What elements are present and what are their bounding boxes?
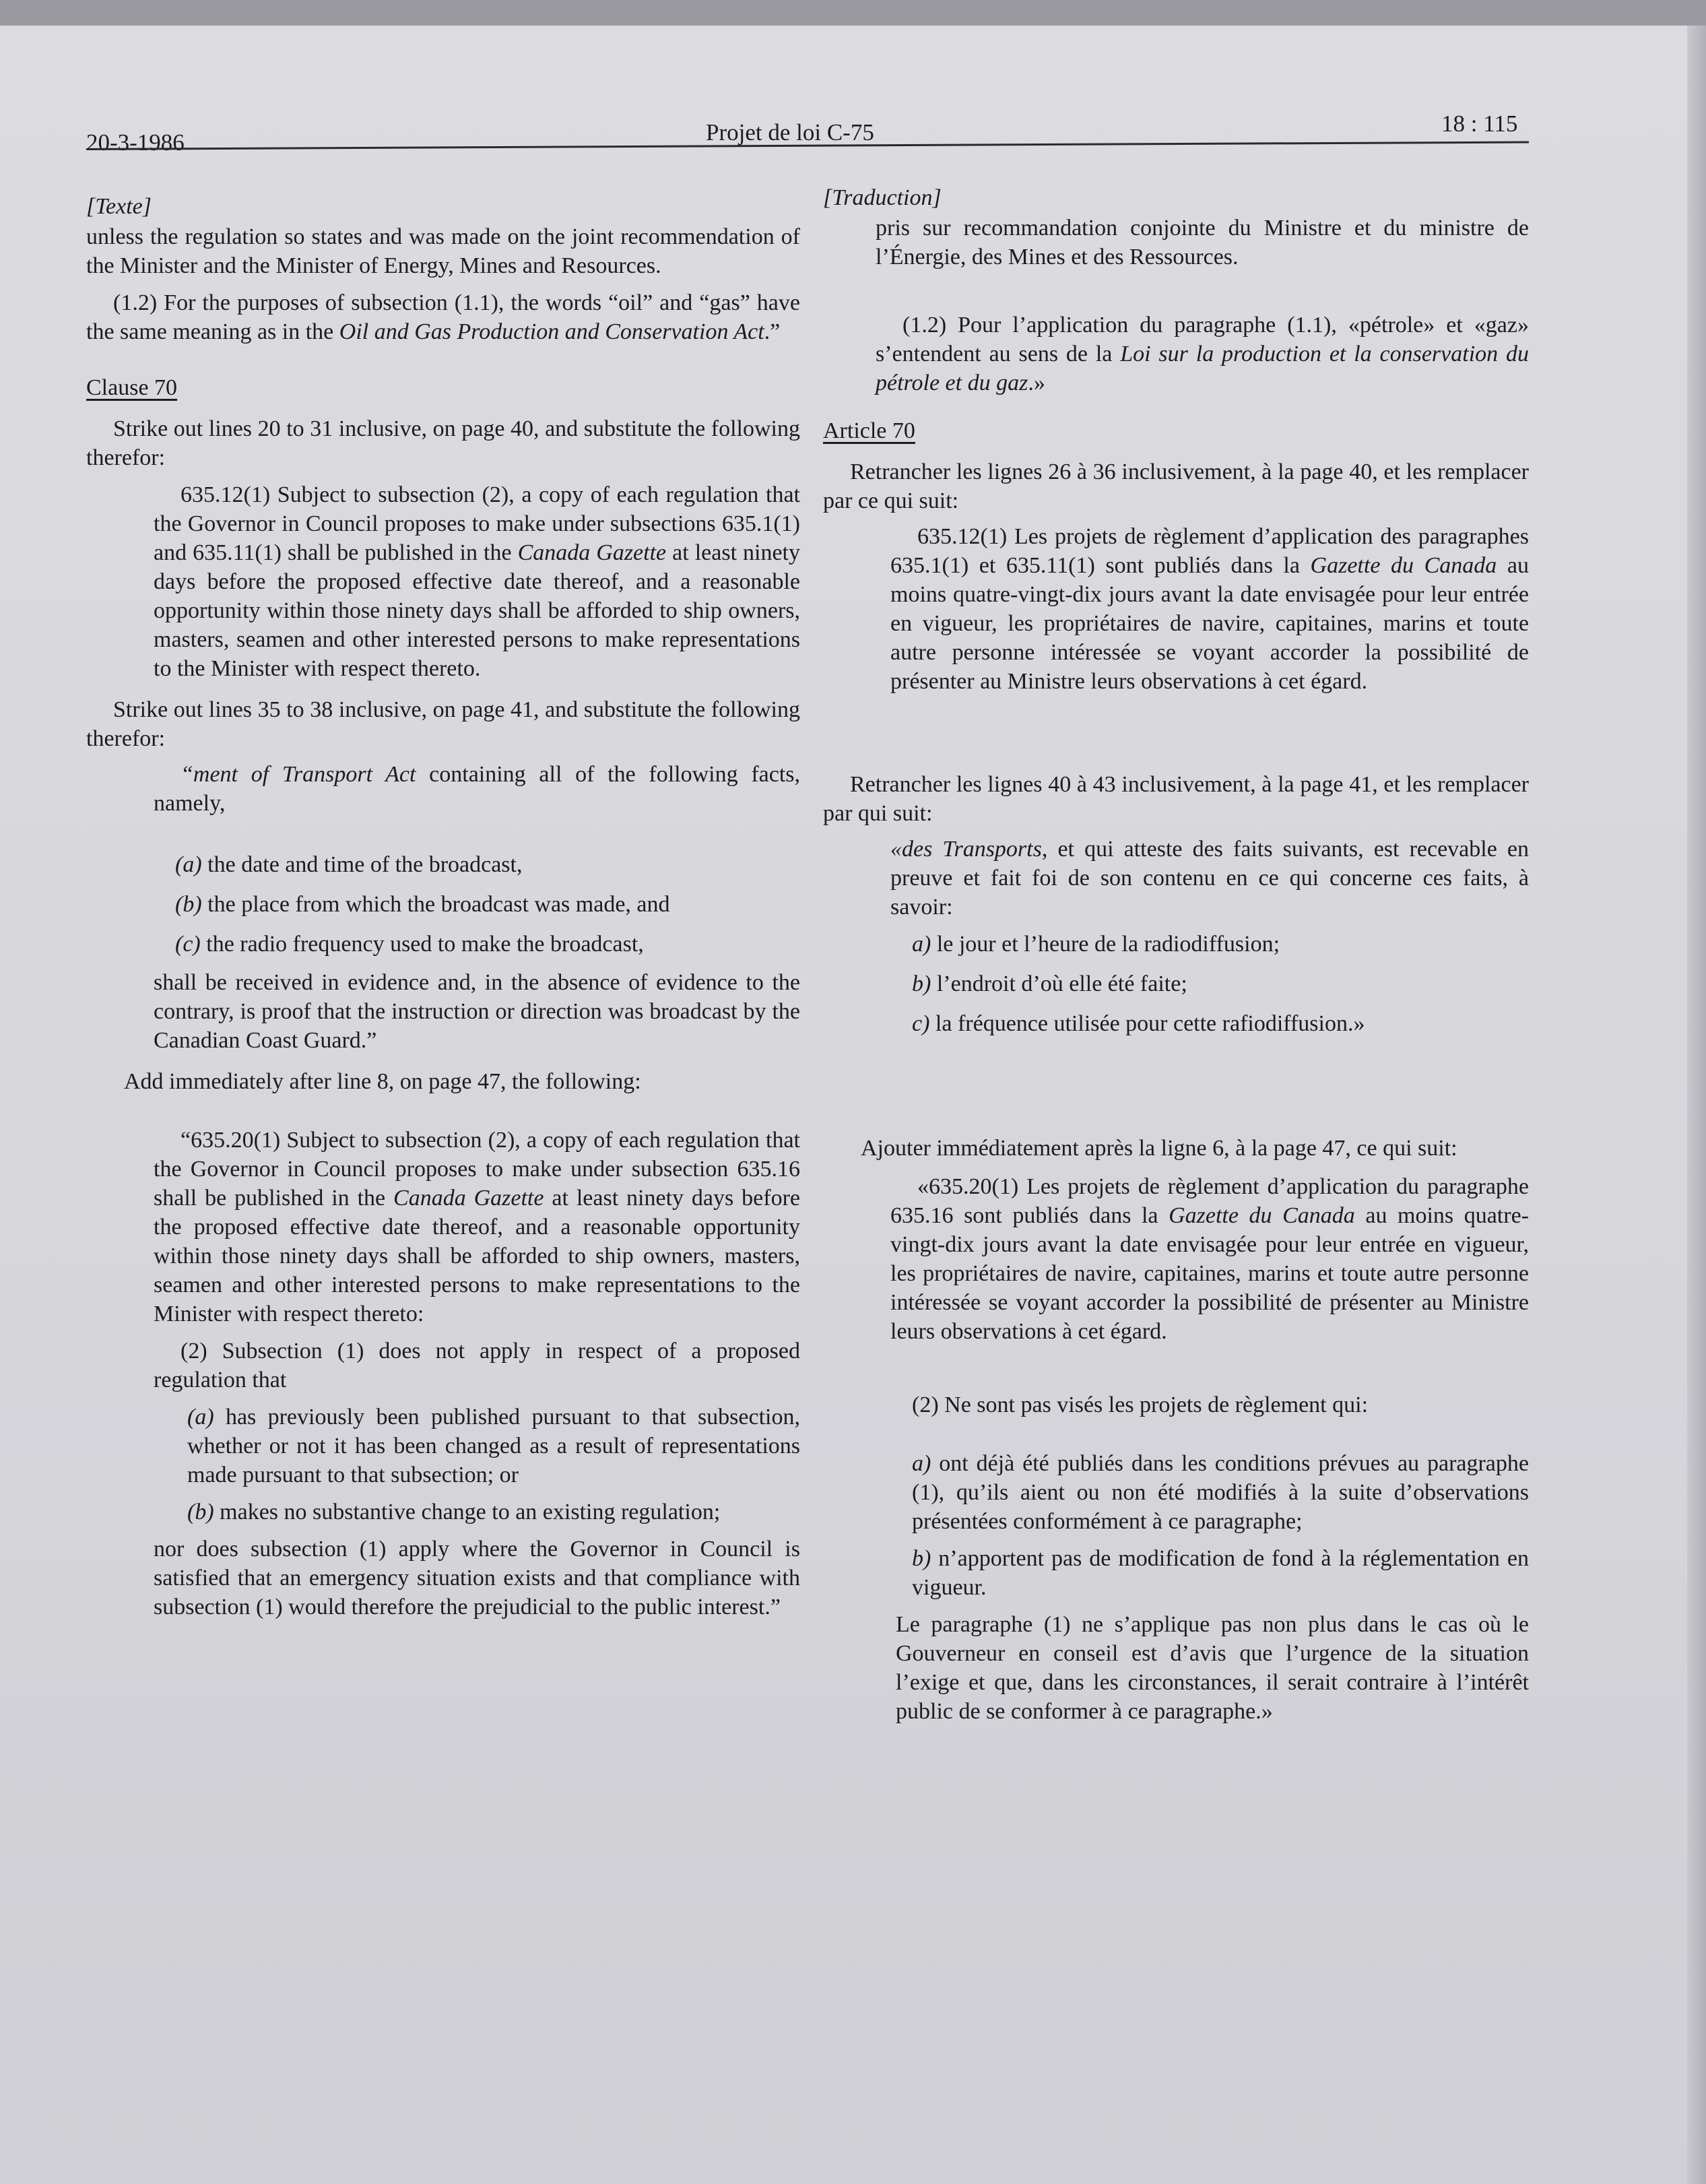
subsection-2-a: (a) has previously been published pursuant to that subsection, whether or not it has been changed as a result of representations made pursuant to that subsection; or <box>187 1405 800 1487</box>
shall-be-received: shall be received in evidence and, in the absence of evidence to the contrary, is proof that the instruction or direction was broadcast by the Canadian Coast Guard.” <box>154 970 800 1053</box>
header-page-number: 18 : 115 <box>1441 110 1518 137</box>
alinea-a: a) le jour et l’heure de la radiodiffusion; <box>912 932 1280 957</box>
ment-of-transport-act: “ment of Transport Act containing all of the following facts, namely, <box>154 762 800 816</box>
paragraphe-pris: pris sur recommandation conjointe du Ministre et du ministre de l’Énergie, des Mines et des Ressources. <box>876 216 1529 269</box>
french-column <box>823 183 1529 1726</box>
paragraphe-2: (2) Ne sont pas visés les projets de règlement qui: <box>912 1392 1369 1417</box>
paragraphe-2-b: b) n’apportent pas de modification de fond à la réglementation en vigueur. <box>912 1546 1529 1600</box>
retrancher-instruction-1: Retrancher les lignes 26 à 36 inclusivement, à la page 40, et les remplacer par ce qui suit: <box>823 459 1529 513</box>
des-transports: «des Transports, et qui atteste des faits suivants, est recevable en preuve et fait foi de son contenu en ce qui concerne ces faits, à savoir: <box>890 837 1529 920</box>
add-instruction: Add immediately after line 8, on page 47, the following: <box>124 1069 641 1094</box>
article-70-heading: Article 70 <box>823 418 915 443</box>
article-635-20: «635.20(1) Les projets de règlement d’application du paragraphe 635.16 sont publiés dans la Gazette du Canada au moins quatre-vingt-dix jours avant la date envisagée pour leur entrée en vigueur, les propriétaires de navire, capitaines, marins et toute autre personne intéressée se voyant accorder la possibilité de présenter au Ministre leurs observations à cet égard. <box>890 1174 1529 1344</box>
section-635-20: “635.20(1) Subject to subsection (2), a copy of each regulation that the Governor in Council proposes to make under subsection 635.16 shall be published in the Canada Gazette at least ninety days before the proposed effective date thereof, and a reasonable opportunity within those ninety days shall be afforded to ship owners, masters, seamen and other interested persons to make representations to the Minister with respect thereto: <box>154 1128 800 1326</box>
retrancher-instruction-2: Retrancher les lignes 40 à 43 inclusivement, à la page 41, et les remplacer par qui suit: <box>823 772 1529 826</box>
header-date: 20-3-1986 <box>86 129 185 156</box>
clause-70-heading: Clause 70 <box>86 375 178 400</box>
header-title: Projet de loi C-75 <box>706 119 874 146</box>
paragraphe-1-2: (1.2) Pour l’application du paragraphe (1.1), «pétrole» et «gaz» s’entendent au sens de la Loi sur la production et la conservation du pétrole et du gaz.» <box>876 313 1529 395</box>
alinea-b: b) l’endroit d’où elle été faite; <box>912 971 1187 996</box>
scan-right-edge <box>1687 26 1706 2184</box>
subsection-2: (2) Subsection (1) does not apply in respect of a proposed regulation that <box>154 1339 800 1392</box>
strike-instruction-2: Strike out lines 35 to 38 inclusive, on page 41, and substitute the following therefor: <box>86 697 800 751</box>
alinea-c: c) la fréquence utilisée pour cette rafiodiffusion.» <box>912 1011 1365 1036</box>
nor-does-subsection: nor does subsection (1) apply where the Governor in Council is satisfied that an emergency situation exists and that compliance with subsection (1) would therefore the prejudicial to the public interest.” <box>154 1537 800 1619</box>
item-a: (a) the date and time of the broadcast, <box>175 852 523 877</box>
paragraph-1-2: (1.2) For the purposes of subsection (1.1), the words “oil” and “gas” have the same meaning as in the Oil and Gas Production and Conservation Act.” <box>86 290 800 344</box>
paragraph-unless: unless the regulation so states and was made on the joint recommendation of the Minister and the Minister of Energy, Mines and Resources. <box>86 224 800 278</box>
paragraphe-2-a: a) ont déjà été publiés dans les conditions prévues au paragraphe (1), qu’ils aient ou non été modifiés à la suite d’observations présentées conformément à ce paragraphe; <box>912 1451 1529 1534</box>
traduction-label: [Traduction] <box>823 185 942 210</box>
article-635-12: 635.12(1) Les projets de règlement d’application des paragraphes 635.1(1) et 635.11(1) sont publiés dans la Gazette du Canada au moins quatre-vingt-dix jours avant la date envisagée pour leur entrée en vigueur, les propriétaires de navire, capitaines, marins et toute autre personne intéressée se voyant accorder la possibilité de présenter au Ministre leurs observations à cet égard. <box>890 524 1529 694</box>
scan-top-border <box>0 0 1706 26</box>
item-c: (c) the radio frequency used to make the broadcast, <box>175 932 644 957</box>
le-paragraphe: Le paragraphe (1) ne s’applique pas non plus dans le cas où le Gouverneur en conseil est d’avis que l’urgence de la situation l’exige et que, dans les circonstances, il serait contraire à l’intérêt public de se conformer à ce paragraphe.» <box>896 1612 1529 1724</box>
english-column <box>86 192 800 1621</box>
ajouter-instruction: Ajouter immédiatement après la ligne 6, à la page 47, ce qui suit: <box>861 1136 1457 1161</box>
texte-label: [Texte] <box>86 194 152 219</box>
item-b: (b) the place from which the broadcast was made, and <box>175 892 670 917</box>
subsection-2-b: (b) makes no substantive change to an existing regulation; <box>187 1500 721 1524</box>
strike-instruction-1: Strike out lines 20 to 31 inclusive, on page 40, and substitute the following therefor: <box>86 416 800 470</box>
section-635-12: 635.12(1) Subject to subsection (2), a copy of each regulation that the Governor in Council proposes to make under subsections 635.1(1) and 635.11(1) shall be published in the Canada Gazette at least ninety days before the proposed effective date thereof, and a reasonable opportunity within those ninety days shall be afforded to ship owners, masters, seamen and other interested persons to make representations to the Minister with respect thereto. <box>154 482 801 681</box>
